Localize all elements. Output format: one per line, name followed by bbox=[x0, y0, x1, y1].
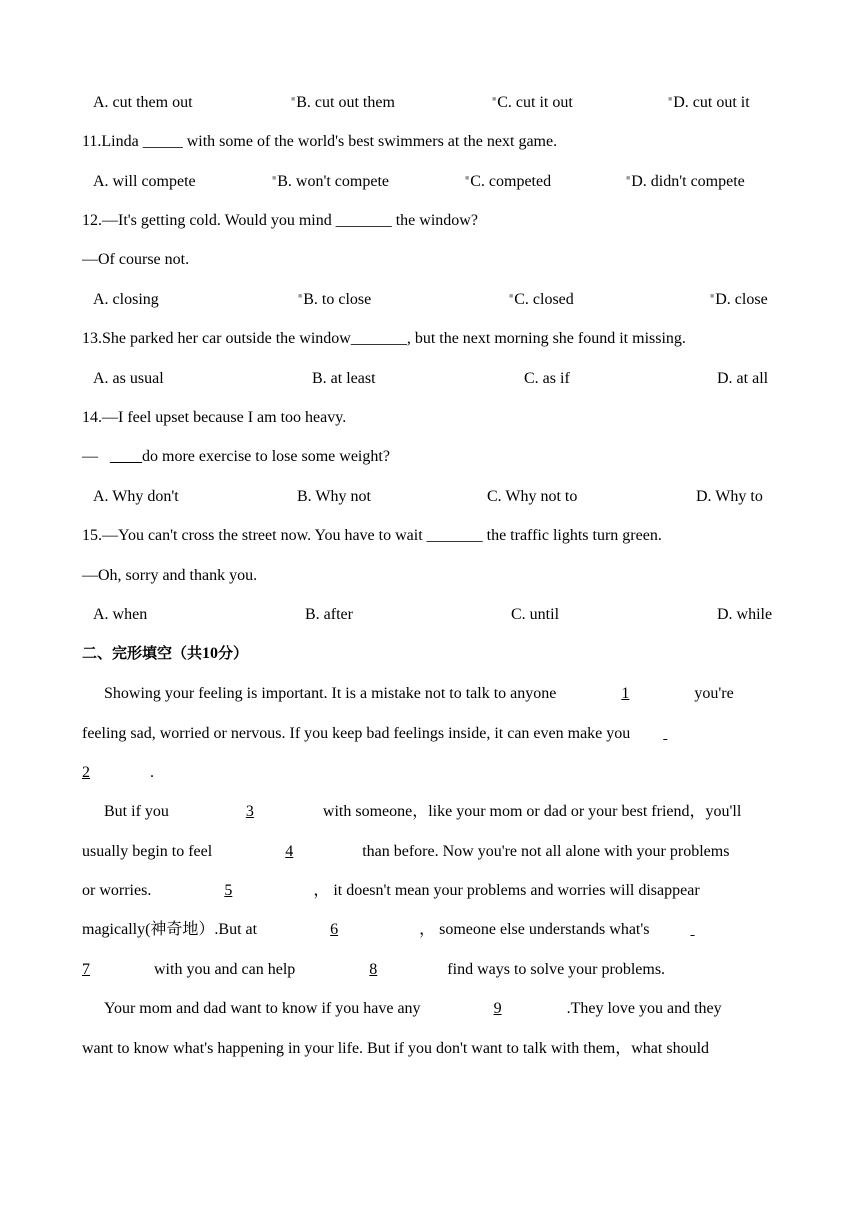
blank-6: 6 bbox=[330, 921, 339, 938]
passage-p1-line2: feeling sad, worried or nervous. If you keep bad feelings inside, it can even make you bbox=[82, 725, 631, 742]
q14-option-c: C. Why not to bbox=[487, 488, 578, 505]
q14-reply: — ____do more exercise to lose some weight? bbox=[82, 448, 390, 465]
q12-option-d: ■D. close bbox=[710, 291, 768, 308]
q10-option-a: A. cut them out bbox=[93, 94, 193, 111]
blank-7: 7 bbox=[82, 961, 90, 978]
q13-option-d: D. at all bbox=[717, 370, 769, 387]
passage-p2-line2: usually begin to feel 4 than before. Now you're not all alone with your problems bbox=[82, 843, 730, 860]
passage-p2-line4: magically(神奇地）.But at 6 ， someone else understands what's bbox=[82, 921, 650, 938]
q14-stem: 14.—I feel upset because I am too heavy. bbox=[82, 409, 347, 426]
q10-option-d: ■D. cut out it bbox=[668, 94, 750, 111]
q13-option-a: A. as usual bbox=[93, 370, 164, 387]
q15-stem: 15.—You can't cross the street now. You have to wait _______ the traffic lights turn green. bbox=[82, 527, 662, 544]
q12-stem: 12.—It's getting cold. Would you mind _______ the window? bbox=[82, 212, 478, 229]
q11-stem: 11.Linda _____ with some of the world's best swimmers at the next game. bbox=[82, 133, 558, 150]
q10-option-b: ■B. cut out them bbox=[291, 94, 395, 111]
q15-reply: —Oh, sorry and thank you. bbox=[82, 567, 258, 584]
q15-option-d: D. while bbox=[717, 606, 773, 623]
blank-2: 2 bbox=[82, 764, 90, 781]
q10-option-c: ■C. cut it out bbox=[492, 94, 573, 111]
q14-option-a: A. Why don't bbox=[93, 488, 179, 505]
passage-p2-line3: or worries. 5 ， it doesn't mean your problems and worries will disappear bbox=[82, 882, 700, 899]
passage-p2-line1: But if you 3 with someone，like your mom or dad or your best friend，you'll bbox=[104, 803, 742, 820]
passage-p1-line1: Showing your feeling is important. It is a mistake not to talk to anyone 1 you're bbox=[104, 685, 734, 702]
blank-9: 9 bbox=[493, 1000, 502, 1017]
q12-reply: —Of course not. bbox=[82, 251, 190, 268]
q11-option-b: ■B. won't compete bbox=[272, 173, 389, 190]
blank-1: 1 bbox=[621, 685, 630, 702]
q14-option-d: D. Why to bbox=[696, 488, 763, 505]
q15-option-c: C. until bbox=[511, 606, 560, 623]
passage-p3-line2: want to know what's happening in your life. But if you don't want to talk with them，what should bbox=[82, 1040, 710, 1057]
q12-option-c: ■C. closed bbox=[509, 291, 574, 308]
q12-option-a: A. closing bbox=[93, 291, 159, 308]
q13-option-c: C. as if bbox=[524, 370, 570, 387]
q11-option-a: A. will compete bbox=[93, 173, 196, 190]
blank-5: 5 bbox=[224, 882, 233, 899]
q11-option-d: ■D. didn't compete bbox=[626, 173, 745, 190]
passage-p2-line5: 7 with you and can help 8 find ways to solve your problems. bbox=[82, 961, 666, 978]
q13-stem: 13.She parked her car outside the window_______, but the next morning she found it missing. bbox=[82, 330, 686, 347]
q13-option-b: B. at least bbox=[312, 370, 376, 387]
passage-p3-line1: Your mom and dad want to know if you have any 9 .They love you and they bbox=[104, 1000, 722, 1017]
q15-option-a: A. when bbox=[93, 606, 148, 623]
blank-4: 4 bbox=[285, 843, 294, 860]
passage-p1-line3: 2 . bbox=[82, 764, 154, 781]
q11-option-c: ■C. competed bbox=[465, 173, 552, 190]
section-heading: 二、完形填空（共10分） bbox=[82, 644, 249, 662]
q14-option-b: B. Why not bbox=[297, 488, 371, 505]
q15-option-b: B. after bbox=[305, 606, 353, 623]
blank-3: 3 bbox=[245, 803, 254, 820]
q12-option-b: ■B. to close bbox=[298, 291, 372, 308]
blank-8: 8 bbox=[369, 961, 378, 978]
